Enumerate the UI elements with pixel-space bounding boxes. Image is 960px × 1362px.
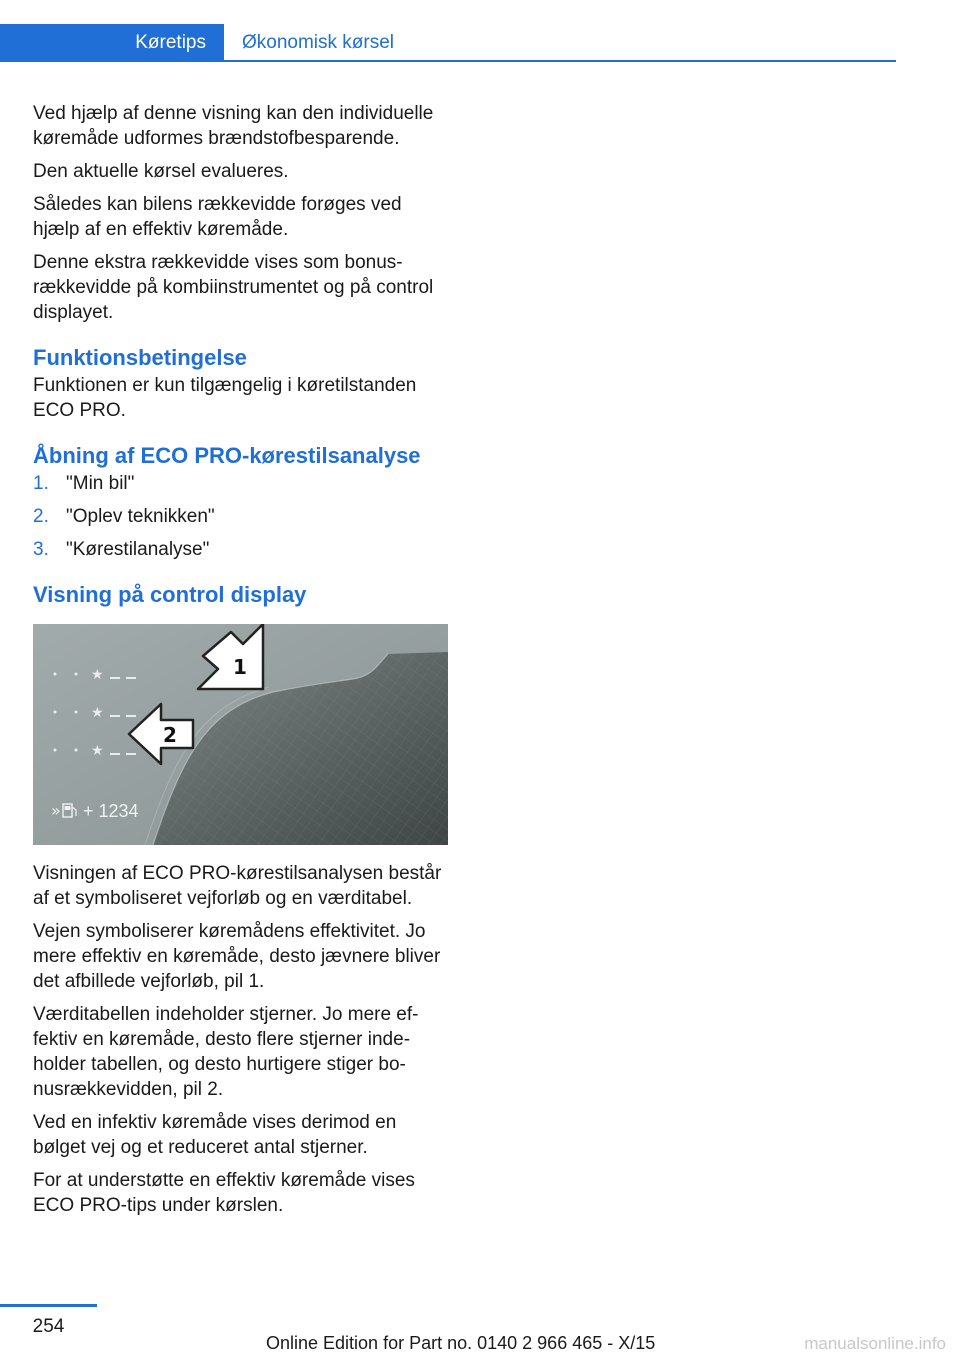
footer-rule xyxy=(0,1304,97,1307)
svg-text:★: ★ xyxy=(91,743,104,759)
intro-paragraph: Denne ekstra rækkevidde vises som bonusrækkevidde på kombiinstrumentet og på control displayet. xyxy=(33,252,434,323)
section-heading-function-condition: Funktionsbetingelse xyxy=(33,345,247,370)
body-paragraph: Visningen af ECO PRO-kørestilsanalysen består af et symboliseret vejforløb og en værditabel. xyxy=(33,863,442,909)
body-paragraph: Vejen symboliserer køremådens effektivitet. Jo mere effektiv en køremåde, desto jævnere bliver det afbillede vejforløb, pil 1. xyxy=(33,921,441,992)
svg-text:★: ★ xyxy=(91,705,104,721)
intro-paragraph: Den aktuelle kørsel evalueres. xyxy=(33,161,289,182)
body-paragraph: For at understøtte en effektiv køremåde vises ECO PRO-tips under kørslen. xyxy=(33,1170,415,1216)
step-number: 3. xyxy=(33,539,49,560)
step-number: 1. xyxy=(33,473,49,494)
page-header xyxy=(0,0,896,62)
main-column xyxy=(33,101,449,1226)
page-number: 254 xyxy=(32,1316,65,1337)
body-paragraph: Værditabellen indeholder stjerner. Jo mere effektiv en køremåde, desto flere stjerner indeholder tabellen, og desto hurtigere stiger bonusrækkevidden, pil 2. xyxy=(33,1004,419,1100)
arrow-2-label: 2 xyxy=(163,723,177,747)
function-condition-text: Funktionen er kun tilgængelig i køretilstanden ECO PRO. xyxy=(33,375,417,421)
watermark: manualsonline.info xyxy=(804,1334,946,1353)
header-rule xyxy=(0,60,896,62)
list-item xyxy=(33,504,449,529)
list-item xyxy=(33,537,449,562)
control-display-figure xyxy=(33,624,448,845)
steps-list xyxy=(33,471,449,562)
intro-paragraph: Således kan bilens rækkevidde forøges ved hjælp af en effektiv køremåde. xyxy=(33,194,402,240)
list-item xyxy=(33,471,449,496)
body-paragraph: Ved en infektiv køremåde vises derimod en bølget vej og et reduceret antal stjerner. xyxy=(33,1112,397,1158)
arrow-1-label: 1 xyxy=(233,655,247,679)
section-heading-open-analysis: Åbning af ECO PRO-kørestilsanalyse xyxy=(33,443,421,468)
step-text: "Oplev teknikken" xyxy=(66,506,215,527)
edition-note: Online Edition for Part no. 0140 2 966 465 - X/15 xyxy=(266,1333,656,1353)
bonus-prefix: » xyxy=(51,801,61,820)
step-text: "Min bil" xyxy=(66,473,135,494)
svg-text:★: ★ xyxy=(91,667,104,683)
intro-paragraph: Ved hjælp af denne visning kan den individuelle køremåde udformes brændstofbesparende. xyxy=(33,103,434,149)
step-number: 2. xyxy=(33,506,49,527)
section-tab[interactable]: Økonomisk kørsel xyxy=(242,31,395,53)
step-text: "Kørestilanalyse" xyxy=(66,539,210,560)
chapter-tab[interactable]: Køretips xyxy=(0,24,224,61)
section-heading-control-display: Visning på control display xyxy=(33,582,307,607)
bonus-value: + 1234 xyxy=(83,801,139,821)
